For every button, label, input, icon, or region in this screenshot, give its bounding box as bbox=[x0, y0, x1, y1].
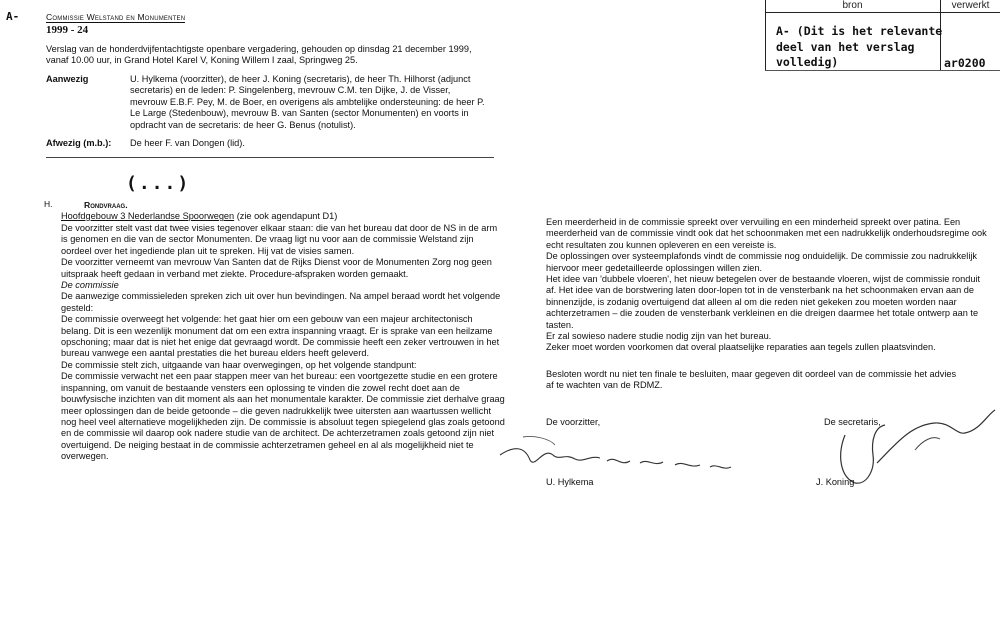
intro-paragraph: Verslag van de honderdvijfentachtigste openbare vergadering, gehouden op dinsdag 21 december 1999, vanaf 10.00 uur, in Grand Hotel Karel V, Koning Willem I zaal, Springweg 25. bbox=[46, 44, 472, 66]
present-label: Aanwezig bbox=[46, 74, 89, 84]
organization-name: Commissie Welstand en Monumenten bbox=[46, 12, 186, 22]
commission-heading: De commissie bbox=[61, 280, 119, 291]
commission-paragraph: De aanwezige commissieleden spreken zich uit over hun bevindingen. Na ampel beraad wordt het volgende gesteld: De commissie overweegt het volgende: het gaat hier om een gebouw van een majeur architectonisch belang. Dit is een wezenlijk monument dat om een extra inspanning vraagt. Er is sprake van een heilzame opschoning; maar dat is niet het enige dat gevraagd wordt. De commissie heeft een zeker vertrouwen in het bureau vanwege een aantal prestaties die het bureau elders heeft geleverd. De commissie stelt zich, uitgaande van haar overwegingen, op het volgende standpunt: De commissie verwacht net een paar stappen meer van het bureau: een voortgezette studie en een grotere inspanning, om vanuit de bestaande vensters een oplossing te vinden die zowel recht doet aan de bouwfysische inzichten van dit moment als aan het monumentale karakter. De commissie ziet derhalve graag meer oplossingen dan de beide getoonde – die geven nadrukkelijk twee uitersten aan waartussen wellicht nog heel veel alternatieve mogelijkheden zijn. De commissie is absoluut tegen spiegelend glas zoals getoond en de commissie wil daarop ook nadere studie van de architect. De achterzetramen zoals getoond zijn niet overtuigend. De neiging bestaat in de commissie achterzetramen geheel en al als mogelijkheid niet te overwegen. bbox=[61, 291, 505, 462]
column-header-processed: verwerkt bbox=[941, 0, 1000, 13]
subject-reference: (zie ook agendapunt D1) bbox=[234, 211, 338, 221]
chair-name: U. Hylkema bbox=[546, 477, 594, 487]
left-column bbox=[61, 223, 505, 463]
section-title: Rondvraag. bbox=[84, 200, 128, 210]
margin-mark: A- bbox=[6, 10, 20, 23]
present-list: U. Hylkema (voorzitter), de heer J. Koning (secretaris), de heer Th. Hilhorst (adjunct secretaris) en de leden: P. Singelenberg, mevrouw C.M. ten Dijke, J. de Visser, mevrouw E.B.F. Pey, M. de Boer, en overigens als ambtelijke ondersteuning: de heer P. Le Large (Stedenbouw), mevrouw B. van Santen (sector Monumenten) en voorts in opdracht van de secretaris: de heer G. Benus (notulist). bbox=[130, 74, 485, 130]
chair-summary-paragraph: De voorzitter stelt vast dat twee visies tegenover elkaar staan: die van het bureau dat door de NS in de arm is genomen en die van de sector Monumenten. De vraag ligt nu voor aan de commissie Welstand zijn oordeel over het ingediende plan uit te spreken. Hij vat de visies samen. De voorzitter verneemt van mevrouw Van Santen dat de Rijks Dienst voor de Monumenten Zorg nog geen uitspraak heeft gedaan in verband met ziekte. Procedure-afspraken worden gemaakt. bbox=[61, 223, 498, 279]
agenda-subject bbox=[61, 211, 337, 221]
secretary-name: J. Koning bbox=[816, 477, 855, 487]
document-number: 1999 - 24 bbox=[46, 24, 89, 36]
right-column-paragraph: Een meerderheid in de commissie spreekt over vervuiling en een minderheid spreekt over patina. Een meerderheid van de commissie vindt ook dat het schoonmaken met een nadrukkelijk onderhoudsregime ook echt resultaten zou kunnen opleveren en een vereiste is. De oplossingen over systeemplafonds vindt de commissie nog onduidelijk. De commissie zou nadrukkelijk hiervoor meer gedetailleerde oplossingen willen zien. Het idee van 'dubbele vloeren', het nieuw betegelen over de bestaande vloeren, wijst de commissie ronduit af. Het idee van de borstwering laten door-lopen tot in de vensterbank na het schoonmaken ervan aan de binnenzijde, is zodanig overtuigend dat alleen al om die reden niet gekeken zou moeten worden naar achterzetramen – die zouden de vensterbank verkleinen en die dreigen daarmee het totale ontwerp aan te tasten. Er zal sowieso nadere studie nodig zijn van het bureau. Zeker moet worden voorkomen dat overal plaatselijke reparaties aan tegels zullen plaatsvinden. bbox=[546, 217, 987, 353]
section-letter: H. bbox=[44, 199, 53, 209]
subject-title: Hoofdgebouw 3 Nederlandse Spoorwegen bbox=[61, 211, 235, 221]
archive-note: A- (Dit is het relevante deel van het verslag volledig) bbox=[776, 24, 943, 69]
chair-signature-label: De voorzitter, bbox=[546, 417, 601, 427]
archive-code: ar0200 bbox=[944, 56, 986, 70]
absent-label: Afwezig (m.b.): bbox=[46, 138, 112, 148]
secretary-signature-label: De secretaris, bbox=[824, 417, 881, 427]
closing-decision: Besloten wordt nu niet ten finale te besluiten, maar gegeven dit oordeel van de commissie het advies af te wachten van de RDMZ. bbox=[546, 369, 957, 391]
chair-signature bbox=[495, 425, 735, 485]
column-header-source: bron bbox=[765, 0, 940, 13]
header-divider bbox=[46, 157, 494, 158]
absent-list: De heer F. van Dongen (lid). bbox=[130, 138, 245, 148]
omission-mark: (...) bbox=[126, 173, 191, 194]
